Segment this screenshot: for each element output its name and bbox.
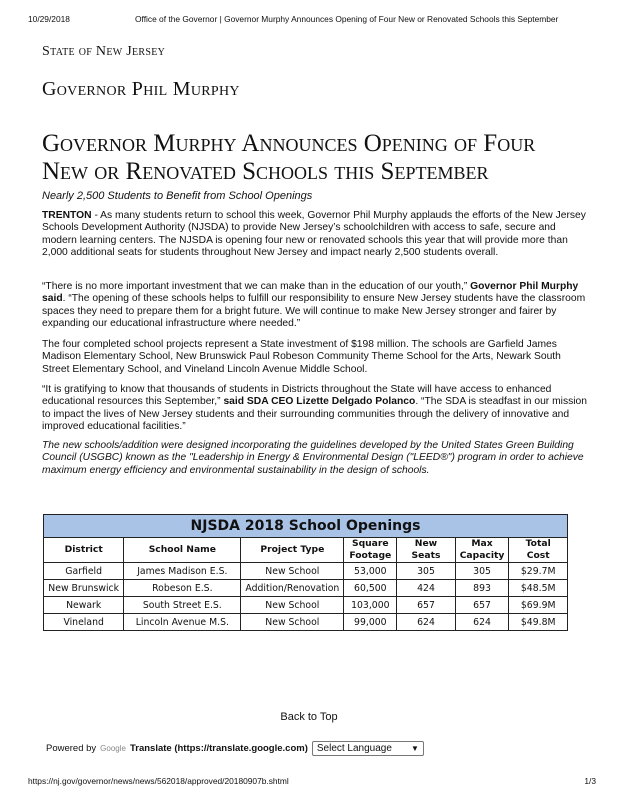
table-cell: New School	[241, 597, 344, 614]
paragraph-investment: The four completed school projects represent a State investment of $198 million. The schools are Garfield James Madison Elementary School, New Brunswick Paul Robeson Community Theme School for the Arts, Newark South Street Elementary School, and Vineland Lincoln Avenue Middle School.	[42, 339, 561, 375]
table-cell: 305	[397, 563, 455, 580]
table-cell: 53,000	[344, 563, 397, 580]
table-row	[44, 597, 568, 614]
paragraph-ceo-quote	[42, 384, 590, 434]
speaker: Governor Phil Murphy said	[42, 281, 579, 305]
table-cell: 103,000	[344, 597, 397, 614]
table-cell: $49.8M	[509, 614, 568, 631]
language-select-value: Select Language	[316, 743, 392, 754]
table-cell: 424	[397, 580, 455, 597]
translate-widget	[46, 741, 424, 756]
table-cell: Addition/Renovation	[241, 580, 344, 597]
back-to-top-label: Back to Top	[280, 711, 338, 723]
table-cell: Robeson E.S.	[124, 580, 241, 597]
quote-text: “There is no more important investment that we can make than in the education of our youth,”	[42, 281, 471, 292]
governor-link[interactable]: Governor Phil Murphy	[42, 78, 240, 100]
school-openings-table	[43, 514, 568, 631]
powered-by-label: Powered by	[46, 743, 97, 754]
table-cell: $48.5M	[509, 580, 568, 597]
quote-text: “It is gratifying to know that thousands of students in Districts throughout the State will have access to enhanced educational resources this September,”	[42, 384, 552, 408]
column-header: District	[44, 538, 124, 563]
table-cell: 893	[455, 580, 509, 597]
state-link[interactable]: State of New Jersey	[42, 44, 166, 59]
table-cell: $29.7M	[509, 563, 568, 580]
intro-text: - As many students return to school this week, Governor Phil Murphy applauds the efforts of the New Jersey Schools Development Authority (NJSDA) to provide New Jersey’s schoolchildren with access to safe, secure and modern learning centers. The NJSDA is opening four new or renovated schools this year that will provide more than 2,000 additional seats for students throughout New Jersey and impact nearly 2,500 students overall.	[42, 210, 586, 259]
table-cell: $69.9M	[509, 597, 568, 614]
back-to-top-link[interactable]	[0, 711, 618, 723]
table-cell: Lincoln Avenue M.S.	[124, 614, 241, 631]
table-title: NJSDA 2018 School Openings	[44, 515, 568, 538]
print-url: https://nj.gov/governor/news/news/562018/approved/20180907b.shtml	[28, 776, 289, 786]
column-header: School Name	[124, 538, 241, 563]
language-select[interactable]	[312, 741, 424, 756]
table-cell: New Brunswick	[44, 580, 124, 597]
quote-text: . “The SDA is steadfast in our mission to impact the lives of New Jersey students and their surrounding communities through the delivery of innovative and improved educational facilities.”	[42, 396, 587, 433]
table-cell: 305	[455, 563, 509, 580]
table-cell: Garfield	[44, 563, 124, 580]
table-cell: New School	[241, 563, 344, 580]
table-row	[44, 580, 568, 597]
quote-text: . “The opening of these schools helps to fulfill our responsibility to ensure New Jersey students have the classroom spaces they need to prepare them for a bright future. We will continue to make New Jersey stronger and fairer by expanding our educational infrastructure where needed.”	[42, 293, 586, 330]
google-logo: Google	[100, 744, 126, 753]
print-date: 10/29/2018	[28, 14, 70, 24]
translate-link[interactable]: Translate (https://translate.google.com)	[129, 743, 308, 754]
paragraph-leed: The new schools/addition were designed incorporating the guidelines developed by the United States Green Building Council (USGBC) known as the "Leadership in Energy & Environmental Design ("LEED®") program in order to achieve maximum energy efficiency and environmental sustainability in the design of schools.	[42, 440, 584, 476]
table-cell: James Madison E.S.	[124, 563, 241, 580]
chevron-down-icon: ▼	[410, 744, 419, 753]
table-cell: Vineland	[44, 614, 124, 631]
column-header: Square Footage	[344, 538, 397, 563]
table-header-row	[44, 538, 568, 563]
table-cell: South Street E.S.	[124, 597, 241, 614]
column-header: Project Type	[241, 538, 344, 563]
paragraph-governor-quote	[42, 281, 590, 331]
paragraph-intro	[42, 210, 590, 260]
table-cell: 60,500	[344, 580, 397, 597]
table-row	[44, 563, 568, 580]
table-cell: 99,000	[344, 614, 397, 631]
speaker: said SDA CEO Lizette Delgado Polanco	[223, 396, 416, 408]
column-header: Max Capacity	[455, 538, 509, 563]
table-cell: 624	[397, 614, 455, 631]
dateline: TRENTON	[42, 210, 92, 221]
table-cell: 657	[455, 597, 509, 614]
page-subtitle: Nearly 2,500 Students to Benefit from School Openings	[42, 190, 313, 202]
table-cell: New School	[241, 614, 344, 631]
page-title: Governor Murphy Announces Opening of Four New or Renovated Schools this September	[42, 130, 536, 185]
print-page-number: 1/3	[584, 776, 596, 786]
column-header: New Seats	[397, 538, 455, 563]
table-cell: 657	[397, 597, 455, 614]
print-page-title: Office of the Governor | Governor Murphy Announces Opening of Four New or Renovated Schools this September	[135, 14, 559, 24]
table-row	[44, 614, 568, 631]
column-header: Total Cost	[509, 538, 568, 563]
table-cell: Newark	[44, 597, 124, 614]
table-cell: 624	[455, 614, 509, 631]
